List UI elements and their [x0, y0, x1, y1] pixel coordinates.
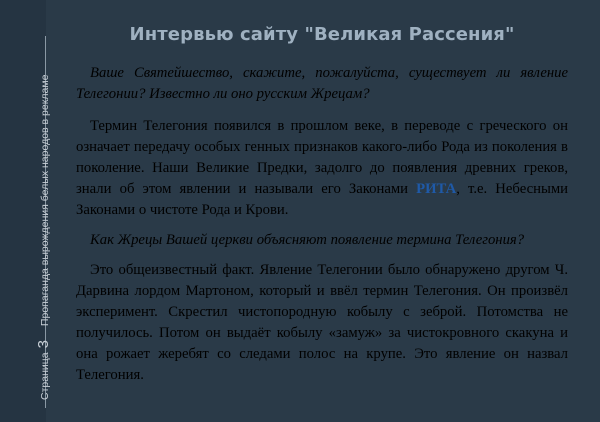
question-1: Ваше Святейшество, скажите, пожалуйста, существует ли явление Телегонии? Известно ли оно русским Жрецам? — [76, 65, 568, 102]
page-title: Интервью сайту "Великая Рассения" — [129, 24, 515, 45]
page-label: Страница — [39, 352, 51, 400]
answer-1 — [76, 116, 568, 221]
side-caption — [35, 75, 52, 400]
section-title: Пропаганда вырождения белых народов в рекламе — [39, 74, 51, 327]
answer-2: Это общеизвестный факт. Явление Телегонии было обнаружено другом Ч. Дарвина лордом Мартоном, который и ввёл термин Телегония. Он произвёл эксперимент. Скрестил чистопородную кобылу с зеброй. Потомства не получилось. Потом он выдаёт кобылу «замуж» за чистокровного скакуна и она рожает жеребят со следами полос на крупе. Это явление он назвал Телегония. — [76, 262, 568, 383]
answer-1-text-end: , т.е. Небесными Законами о чистоте Рода и Крови. — [76, 181, 568, 218]
question-2: Как Жрецы Вашей церкви объясняют появление термина Телегония? — [90, 232, 525, 248]
page-number: 3 — [35, 340, 52, 349]
rita-highlight: РИТА — [416, 181, 457, 197]
article-content — [76, 0, 568, 386]
answer-1-text-start: Термин Телегония появился в прошлом веке, в переводе с греческого он означает передачу особых генных признаков какого-либо Рода из поколения в поколение. Наши Великие Предки, задолго до появления древних греков, знали об этом явлении и называли его Законами — [76, 118, 568, 197]
